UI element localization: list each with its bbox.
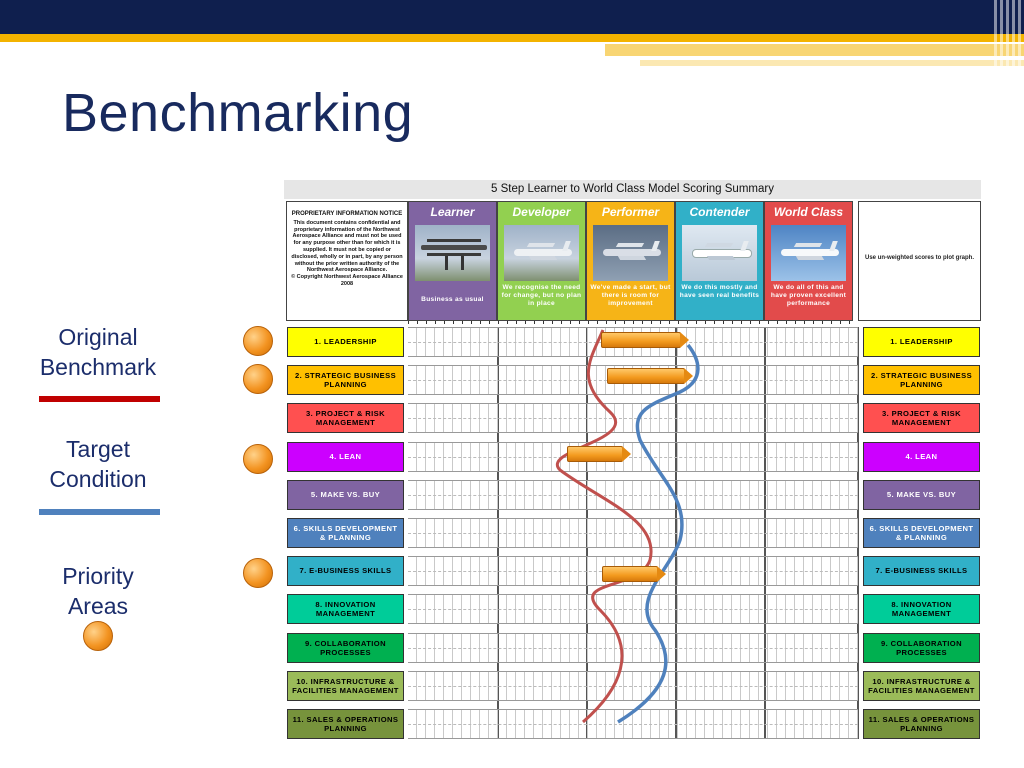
stage-name: Performer bbox=[601, 205, 660, 219]
row-label-right: 1. LEADERSHIP bbox=[863, 327, 980, 357]
notice-copyright: © Copyright Northwest Aerospace Alliance 2008 bbox=[291, 274, 403, 287]
target-condition-curve bbox=[618, 345, 698, 722]
row-label-left: 8. INNOVATION MANAGEMENT bbox=[287, 594, 404, 624]
stage-name: Learner bbox=[430, 205, 475, 219]
stage-description: We do all of this and have proven excellent performance bbox=[770, 284, 847, 307]
row-label-right: 6. SKILLS DEVELOPMENT & PLANNING bbox=[863, 518, 980, 548]
row-label-left: 3. PROJECT & RISK MANAGEMENT bbox=[287, 403, 404, 433]
row-label-left: 4. LEAN bbox=[287, 442, 404, 472]
legend-original-line-2: Benchmark bbox=[39, 354, 157, 380]
row-label-right: 3. PROJECT & RISK MANAGEMENT bbox=[863, 403, 980, 433]
stage-description: We recognise the need for change, but no plan in place bbox=[501, 284, 582, 307]
stage-description: We do this mostly and have seen real benefits bbox=[679, 284, 760, 299]
legend-original-line-1: Original bbox=[58, 324, 138, 350]
plot-note: Use un-weighted scores to plot graph. bbox=[858, 201, 981, 321]
stage-name: Contender bbox=[689, 205, 750, 219]
row-label-right: 10. INFRASTRUCTURE & FACILITIES MANAGEMENT bbox=[863, 671, 980, 701]
legend-target-line-2: Condition bbox=[49, 466, 147, 492]
row-label-right: 4. LEAN bbox=[863, 442, 980, 472]
row-label-left: 7. E-BUSINESS SKILLS bbox=[287, 556, 404, 586]
row-label-left: 1. LEADERSHIP bbox=[287, 327, 404, 357]
sheet-title: 5 Step Learner to World Class Model Scoring Summary bbox=[284, 180, 981, 199]
row-label-right: 7. E-BUSINESS SKILLS bbox=[863, 556, 980, 586]
row-label-left: 6. SKILLS DEVELOPMENT & PLANNING bbox=[287, 518, 404, 548]
legend-priority-line-2: Areas bbox=[67, 593, 129, 619]
row-label-left: 11. SALES & OPERATIONS PLANNING bbox=[287, 709, 404, 739]
row-label-right: 11. SALES & OPERATIONS PLANNING bbox=[863, 709, 980, 739]
stage-name: World Class bbox=[773, 205, 844, 219]
slide-title: Benchmarking bbox=[62, 83, 414, 143]
row-label-right: 8. INNOVATION MANAGEMENT bbox=[863, 594, 980, 624]
row-label-left: 5. MAKE VS. BUY bbox=[287, 480, 404, 510]
stage-description: Business as usual bbox=[421, 296, 484, 303]
notice-body: This document contains confidential and proprietary information of the Northwest Aerospace Alliance and must not be used for any purpose other than for which it is supplied. It must not be copied or disclosed, wholly or in part, by any person without the prior written authority of the Northwest Aerospace Alliance. bbox=[291, 219, 403, 274]
row-label-right: 9. COLLABORATION PROCESSES bbox=[863, 633, 980, 663]
stage-description: We've made a start, but there is room for improvement bbox=[590, 284, 671, 307]
original-benchmark-curve bbox=[557, 330, 651, 722]
legend-target-line-1: Target bbox=[66, 436, 130, 462]
row-label-right: 5. MAKE VS. BUY bbox=[863, 480, 980, 510]
row-label-right: 2. STRATEGIC BUSINESS PLANNING bbox=[863, 365, 980, 395]
legend-priority-line-1: Priority bbox=[62, 563, 134, 589]
stage-name: Developer bbox=[512, 205, 571, 219]
row-label-left: 10. INFRASTRUCTURE & FACILITIES MANAGEMENT bbox=[287, 671, 404, 701]
notice-heading: PROPRIETARY INFORMATION NOTICE bbox=[291, 211, 403, 217]
row-label-left: 2. STRATEGIC BUSINESS PLANNING bbox=[287, 365, 404, 395]
row-label-left: 9. COLLABORATION PROCESSES bbox=[287, 633, 404, 663]
